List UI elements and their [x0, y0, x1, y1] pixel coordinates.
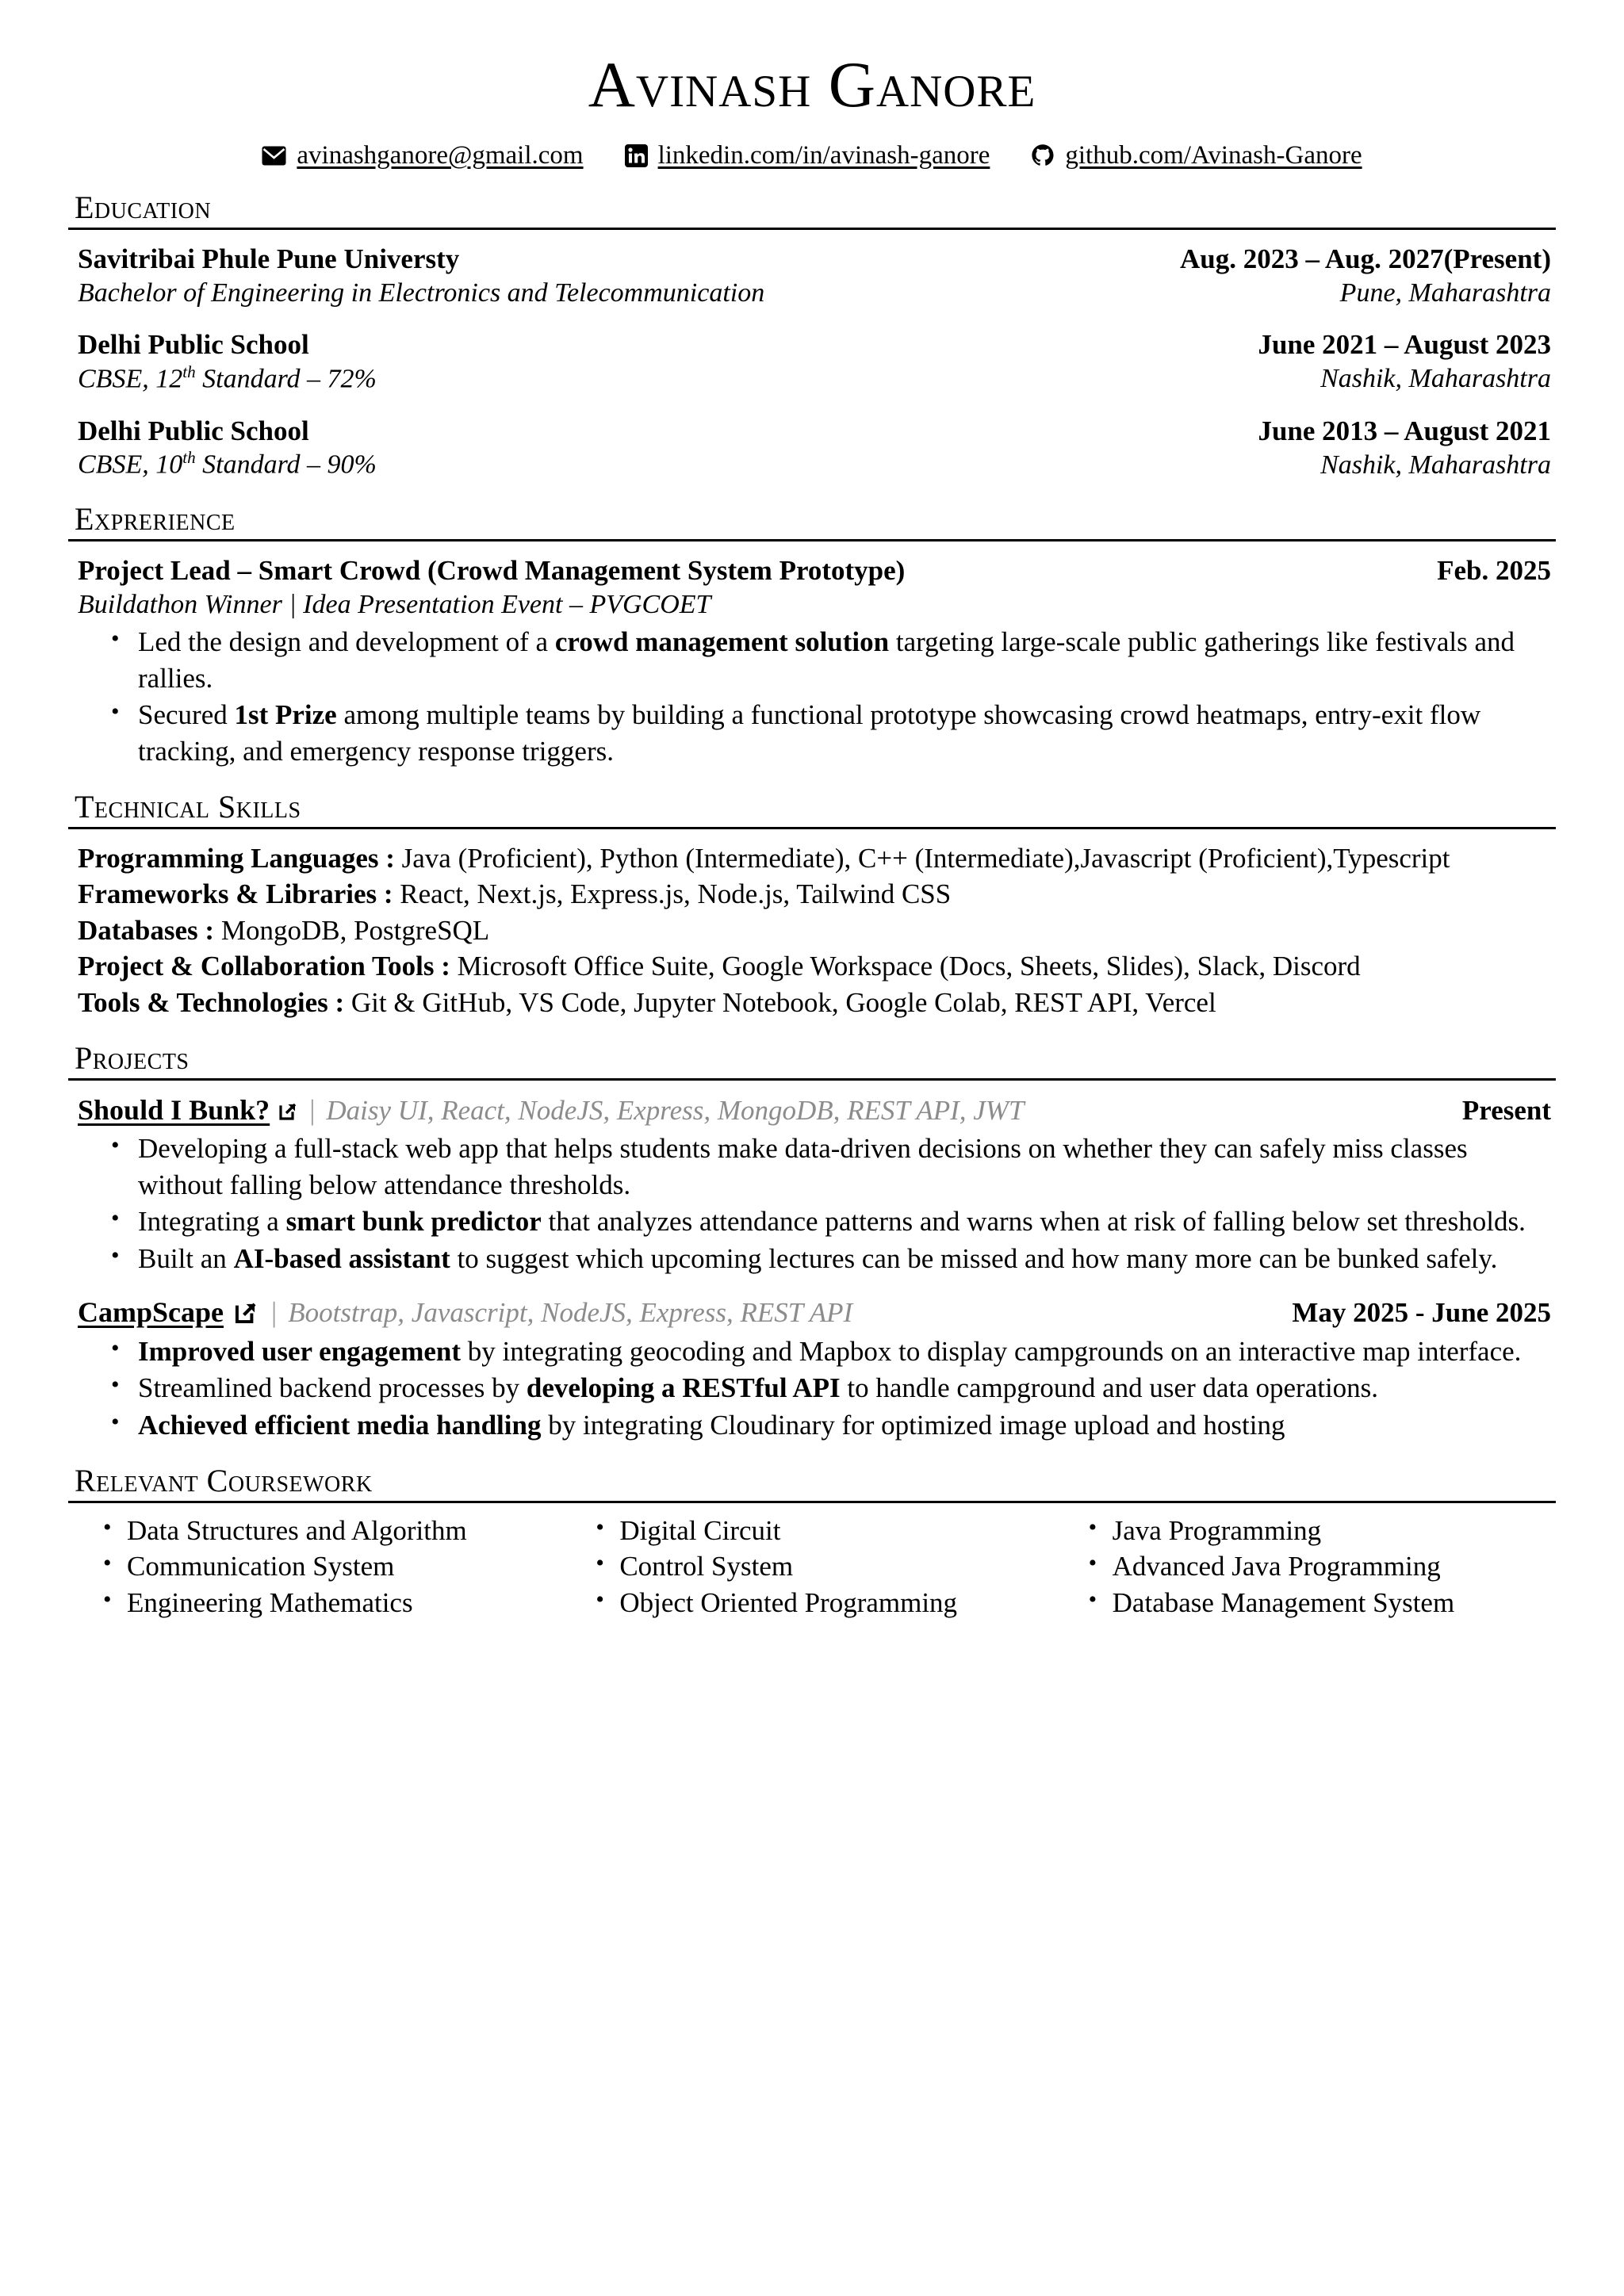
- section-title-skills: Technical Skills: [75, 789, 301, 825]
- education-date: June 2013 – August 2021: [1258, 415, 1551, 446]
- bullet-text: Led the design and development of a: [138, 626, 555, 658]
- contact-email[interactable]: [262, 141, 583, 170]
- education-location: Pune, Maharashtra: [1339, 277, 1551, 308]
- project-date: May 2025 - June 2025: [1292, 1297, 1551, 1329]
- coursework-list: [619, 1513, 1063, 1621]
- project-separator: |: [309, 1094, 316, 1127]
- email-icon: [262, 146, 286, 166]
- project-date: Present: [1461, 1095, 1551, 1127]
- resume-header: [68, 48, 1556, 170]
- contact-github-text: github.com/Avinash-Ganore: [1065, 141, 1362, 170]
- section-title-education: Education: [75, 189, 212, 226]
- bullet-text: targeting large-scale public gatherings like festivals and rallies.: [138, 626, 1515, 694]
- bullet-item: [136, 624, 1551, 696]
- skill-line: [78, 948, 1551, 985]
- project-name[interactable]: Should I Bunk?: [78, 1094, 270, 1127]
- education-location: Nashik, Maharashtra: [1320, 364, 1551, 394]
- education-location: Nashik, Maharashtra: [1320, 450, 1551, 480]
- bullet-text: Developing a full-stack web app that helps students make data-driven decisions on whether they can safely miss classes without falling below attendance thresholds.: [138, 1133, 1468, 1200]
- section-rule: [68, 827, 1556, 829]
- bullet-item: [136, 1241, 1551, 1277]
- skill-key: Tools & Technologies :: [78, 986, 345, 1018]
- skill-key: Project & Collaboration Tools :: [78, 951, 450, 982]
- coursework-columns: [68, 1513, 1556, 1621]
- bullet-emphasis: Improved user engagement: [138, 1335, 462, 1367]
- section-experience: [68, 502, 1556, 769]
- skill-value: Microsoft Office Suite, Google Workspace (Docs, Sheets, Slides), Slack, Discord: [450, 951, 1361, 982]
- bullet-text: Integrating a: [138, 1206, 286, 1238]
- coursework-item: • Data Structures and Algorithm: [127, 1513, 570, 1549]
- education-entry: [68, 328, 1556, 395]
- project-name[interactable]: CampScape: [78, 1296, 224, 1329]
- candidate-name: Avinash Ganore: [588, 48, 1036, 121]
- linkedin-icon: [625, 144, 648, 167]
- skill-value: Git & GitHub, VS Code, Jupyter Notebook, Google Colab, REST API, Vercel: [344, 986, 1216, 1018]
- skill-key: Programming Languages :: [78, 842, 395, 874]
- education-date: Aug. 2023 – Aug. 2027(Present): [1180, 243, 1551, 275]
- skill-line: [78, 913, 1551, 949]
- external-link-icon[interactable]: [278, 1101, 298, 1122]
- education-institution: Delhi Public School: [78, 329, 309, 361]
- bullet-text: Streamlined backend processes by: [138, 1372, 527, 1404]
- degree-post: Standard – 90%: [195, 450, 377, 480]
- contact-linkedin[interactable]: [625, 141, 990, 170]
- education-entry: [68, 415, 1556, 481]
- section-title-projects: Projects: [75, 1040, 190, 1077]
- skill-value: React, Next.js, Express.js, Node.js, Tailwind CSS: [393, 878, 952, 910]
- bullet-emphasis: 1st Prize: [234, 699, 337, 731]
- bullet-item: [136, 697, 1551, 769]
- coursework-item: • Advanced Java Programming: [1113, 1548, 1556, 1585]
- contact-github[interactable]: [1031, 141, 1362, 170]
- skill-line: [78, 876, 1551, 913]
- coursework-list: [1113, 1513, 1556, 1621]
- bullet-text: Built an: [138, 1242, 234, 1274]
- degree-pre: CBSE, 12: [78, 364, 183, 394]
- bullet-item: [136, 1370, 1551, 1406]
- bullet-emphasis: Achieved efficient media handling: [138, 1409, 542, 1441]
- bullet-emphasis: developing a RESTful API: [526, 1372, 841, 1404]
- section-rule: [68, 1501, 1556, 1503]
- bullet-text: by integrating geocoding and Mapbox to display campgrounds on an interactive map interface.: [461, 1335, 1522, 1367]
- bullet-emphasis: smart bunk predictor: [285, 1206, 542, 1238]
- section-rule: [68, 1078, 1556, 1081]
- coursework-item: • Control System: [619, 1548, 1063, 1585]
- project-stack: Bootstrap, Javascript, NodeJS, Express, REST API: [288, 1297, 853, 1329]
- education-degree: [78, 448, 377, 481]
- bullet-item: [136, 1334, 1551, 1370]
- coursework-column: [78, 1513, 570, 1621]
- skill-value: Java (Proficient), Python (Intermediate), C++ (Intermediate),Javascript (Proficient),Typescript: [394, 842, 1450, 874]
- coursework-item: • Object Oriented Programming: [619, 1585, 1063, 1621]
- degree-pre: CBSE, 10: [78, 450, 183, 480]
- section-projects: [68, 1041, 1556, 1443]
- section-title-experience: Exprerience: [75, 501, 236, 538]
- education-institution: Delhi Public School: [78, 415, 309, 446]
- section-rule: [68, 228, 1556, 230]
- education-entry: [68, 243, 1556, 309]
- coursework-item: • Java Programming: [1113, 1513, 1556, 1549]
- degree-ordinal: th: [182, 362, 196, 381]
- project-entry: [68, 1093, 1556, 1276]
- contact-email-text: avinashganore@gmail.com: [297, 141, 584, 170]
- contact-row: [68, 141, 1556, 170]
- bullet-item: [136, 1203, 1551, 1240]
- project-bullets: [78, 1131, 1551, 1276]
- github-icon: [1031, 144, 1055, 167]
- skill-value: MongoDB, PostgreSQL: [214, 914, 490, 946]
- degree-post: Standard – 72%: [195, 364, 377, 394]
- experience-date: Feb. 2025: [1437, 555, 1551, 587]
- experience-bullets: [78, 624, 1551, 769]
- bullet-text: by integrating Cloudinary for optimized image upload and hosting: [541, 1409, 1285, 1441]
- degree-ordinal: th: [182, 448, 196, 468]
- education-date: June 2021 – August 2023: [1258, 329, 1551, 361]
- skill-key: Frameworks & Libraries :: [78, 878, 393, 910]
- skill-key: Databases :: [78, 914, 215, 946]
- bullet-text: to suggest which upcoming lectures can be missed and how many more can be bunked safely.: [450, 1242, 1498, 1274]
- bullet-text: Secured: [138, 699, 235, 731]
- contact-linkedin-text: linkedin.com/in/avinash-ganore: [657, 141, 990, 170]
- section-coursework: [68, 1464, 1556, 1621]
- bullet-text: among multiple teams by building a functional prototype showcasing crowd heatmaps, entry-exit flow tracking, and emergency response triggers.: [138, 699, 1481, 767]
- experience-role: Project Lead – Smart Crowd (Crowd Management System Prototype): [78, 555, 906, 587]
- coursework-item: • Engineering Mathematics: [127, 1585, 570, 1621]
- project-stack: Daisy UI, React, NodeJS, Express, MongoDB, REST API, JWT: [326, 1095, 1025, 1127]
- experience-entry: [68, 554, 1556, 769]
- coursework-list: [127, 1513, 570, 1621]
- bullet-item: [136, 1131, 1551, 1203]
- bullet-text: to handle campground and user data operations.: [840, 1372, 1379, 1404]
- coursework-item: • Database Management System: [1113, 1585, 1556, 1621]
- education-degree: [78, 362, 377, 396]
- bullet-text: that analyzes attendance patterns and warns when at risk of falling below set thresholds.: [541, 1206, 1526, 1238]
- section-rule: [68, 539, 1556, 541]
- section-education: [68, 190, 1556, 481]
- project-separator: |: [271, 1296, 278, 1329]
- experience-subtitle: Buildathon Winner | Idea Presentation Event – PVGCOET: [78, 589, 711, 619]
- section-technical-skills: [68, 790, 1556, 1020]
- project-entry: [68, 1295, 1556, 1443]
- education-degree: Bachelor of Engineering in Electronics and Telecommunication: [78, 277, 765, 308]
- project-bullets: [78, 1334, 1551, 1444]
- external-link-icon[interactable]: [233, 1300, 259, 1326]
- coursework-column: [570, 1513, 1063, 1621]
- education-institution: Savitribai Phule Pune Universty: [78, 243, 460, 275]
- coursework-item: • Communication System: [127, 1548, 570, 1585]
- coursework-item: • Digital Circuit: [619, 1513, 1063, 1549]
- skill-line: [78, 840, 1551, 877]
- bullet-emphasis: crowd management solution: [554, 626, 890, 658]
- skills-list: [68, 840, 1556, 1021]
- bullet-item: [136, 1407, 1551, 1444]
- bullet-emphasis: AI-based assistant: [233, 1242, 450, 1274]
- skill-line: [78, 985, 1551, 1021]
- section-title-coursework: Relevant Coursework: [75, 1463, 373, 1499]
- coursework-column: [1063, 1513, 1556, 1621]
